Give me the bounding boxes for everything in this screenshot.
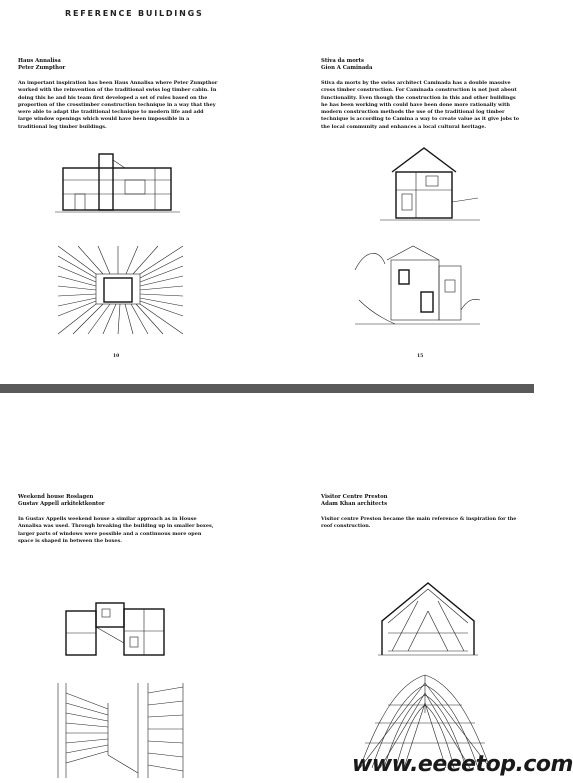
stiva-da-morts-text (321, 58, 521, 131)
visitor-centre-body: Visitor centre Preston became the main reference & inspiration for the roof construction. (321, 516, 517, 530)
haus-annalisa-section-drawing (55, 150, 180, 220)
weekend-house-text (18, 494, 218, 545)
stiva-da-morts-architect: Gion A Caminada (321, 65, 373, 71)
visitor-centre-title: Visitor Centre Preston (321, 494, 388, 500)
visitor-centre-architect: Adam Khan architects (321, 501, 388, 507)
haus-annalisa-architect: Peter Zumpthor (18, 65, 66, 71)
visitor-centre-text (321, 494, 521, 531)
page-number-left: 10 (113, 354, 120, 359)
page-top (0, 0, 534, 384)
stiva-da-morts-perspective-drawing (355, 240, 480, 330)
stiva-da-morts-title: Stiva da morts (321, 58, 364, 64)
page-bottom (0, 393, 534, 783)
weekend-house-interior-drawing (58, 683, 183, 778)
stiva-da-morts-section-drawing (380, 142, 480, 224)
stiva-da-morts-body: Stiva da morts by the swiss architect Caminada has a double massive cross timber construction. For Caminada construction is not just about functionality. Even though the construction in this and other buildings he has been working with could have been done more rationally with modern construction methods the use of the traditional log timber technique is according to Camina a way to create value as it give jobs to the local community and enhances a local cultural heritage. (321, 80, 520, 130)
weekend-house-architect: Gustav Appell arkitektkontor (18, 501, 105, 507)
weekend-house-title: Weekend house Roslagen (18, 494, 94, 500)
haus-annalisa-text (18, 58, 218, 131)
watermark-text: www.eeeetop.com (352, 752, 573, 777)
visitor-centre-section-drawing (378, 581, 478, 661)
page-divider (0, 384, 534, 393)
page-header: REFERENCE BUILDINGS (65, 9, 204, 18)
weekend-house-body: In Gustav Appells weekend house a similar approach as in House Annalisa was used. Through breaking the building up in smaller boxes, larger parts of windows were possible and a continuous more open space is shaped in between the boxes. (18, 516, 214, 544)
haus-annalisa-body: An important inspiration has been Haus Annalisa where Peter Zumpthor worked with the reinvention of the traditional swiss log timber cabin. In doing this he and his team first developed a set of rules based on the proportion of the crosstimber construction technique in a way that they were able to adapt the traditional technique to modern life and add large window openings which would have been impossible in a traditional log timber buildings. (18, 80, 218, 130)
page-number-right: 15 (417, 354, 424, 359)
haus-annalisa-interior-drawing (58, 246, 183, 334)
haus-annalisa-title: Haus Annalisa (18, 58, 61, 64)
weekend-house-plan-drawing (62, 603, 172, 661)
